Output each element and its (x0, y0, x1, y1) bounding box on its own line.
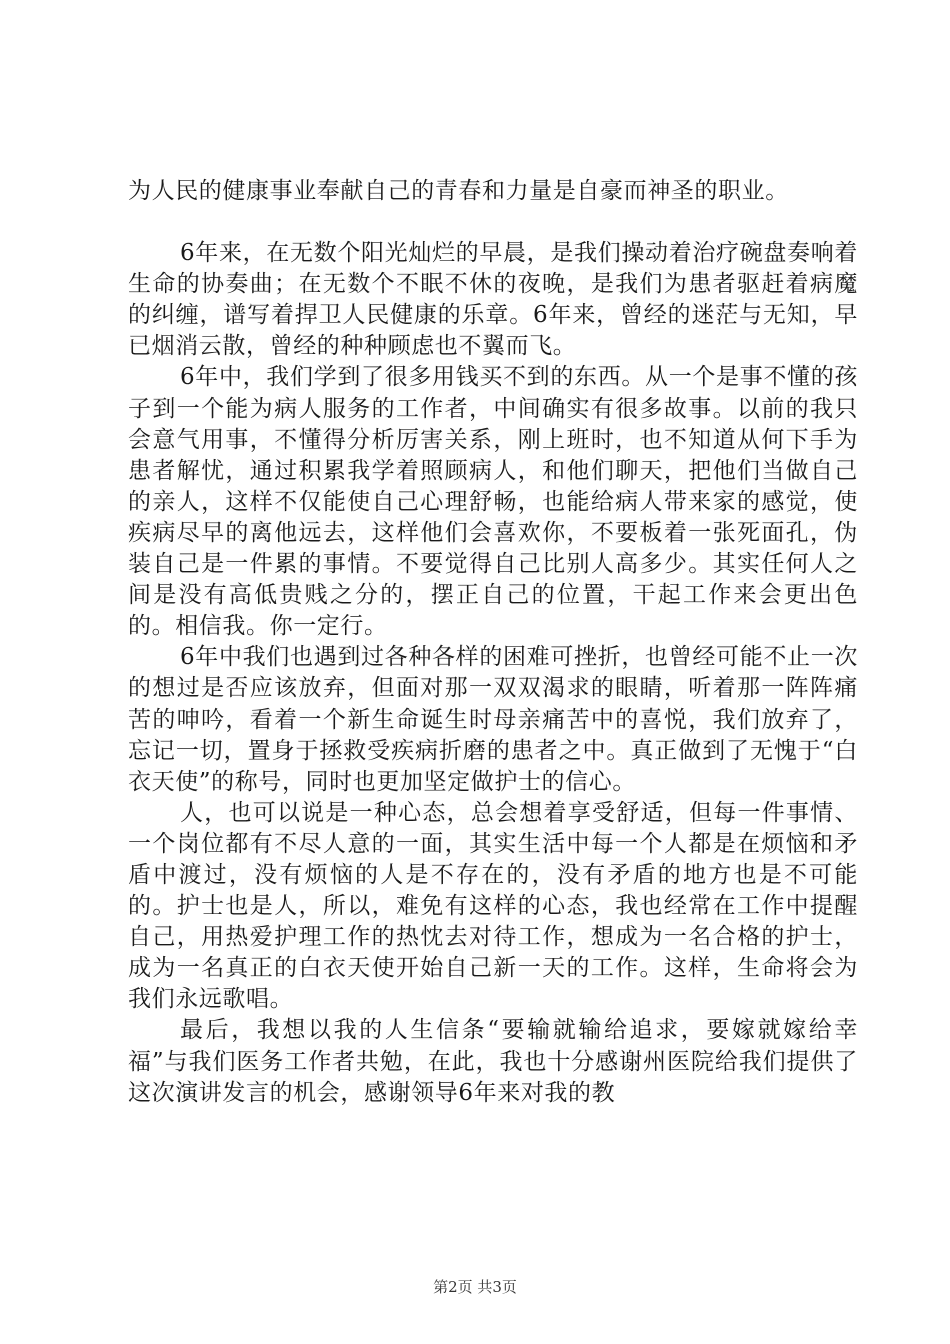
paragraph-closing: 最后，我想以我的人生信条“要输就输给追求，要嫁就嫁给幸福”与我们医务工作者共勉，在此，我也十分感谢州医院给我们提供了这次演讲发言的机会，感谢领导6年来对我的教 (128, 1017, 858, 1106)
paragraph-difficulties: 6年中我们也遇到过各种各样的困难可挫折，也曾经可能不止一次的想过是否应该放弃，但面对那一双双渴求的眼睛，听着那一阵阵痛苦的呻吟，看着一个新生命诞生时母亲痛苦中的喜悦，我们放弃了，忘记一切，置身于拯救受疾病折磨的患者之中。真正做到了无愧于“白衣天使”的称号，同时也更加坚定做护士的信心。 (128, 644, 858, 795)
document-body (128, 176, 858, 1109)
page-number-footer: 第2页 共3页 (433, 1278, 517, 1296)
paragraph-continuation: 为人民的健康事业奉献自己的青春和力量是自豪而神圣的职业。 (128, 178, 789, 204)
paragraph-six-years: 6年来，在无数个阳光灿烂的早晨，是我们操动着治疗碗盘奏响着生命的协奏曲；在无数个不眠不休的夜晚，是我们为患者驱赶着病魔的纠缠，谱写着捍卫人民健康的乐章。6年来，曾经的迷茫与无知，早已烟消云散，曾经的种种顾虑也不翼而飞。 (128, 240, 858, 360)
paragraph-mindset: 人，也可以说是一种心态，总会想着享受舒适，但每一件事情、一个岗位都有不尽人意的一面，其实生活中每一个人都是在烦恼和矛盾中渡过，没有烦恼的人是不存在的，没有矛盾的地方也是不可能的。护士也是人，所以，难免有这样的心态，我也经常在工作中提醒自己，用热爱护理工作的热忱去对待工作，想成为一名合格的护士，成为一名真正的白衣天使开始自己新一天的工作。这样，生命将会为我们永远歌唱。 (128, 799, 858, 1013)
paragraph-learned: 6年中，我们学到了很多用钱买不到的东西。从一个是事不懂的孩子到一个能为病人服务的工作者，中间确实有很多故事。以前的我只会意气用事，不懂得分析厉害关系，刚上班时，也不知道从何下手为患者解忧，通过积累我学着照顾病人，和他们聊天，把他们当做自己的亲人，这样不仅能使自己心理舒畅，也能给病人带来家的感觉，使疾病尽早的离他远去，这样他们会喜欢你，不要板着一张死面孔，伪装自己是一件累的事情。不要觉得自己比别人高多少。其实任何人之间是没有高低贵贱之分的，摆正自己的位置，干起工作来会更出色的。相信我。你一定行。 (128, 364, 858, 640)
